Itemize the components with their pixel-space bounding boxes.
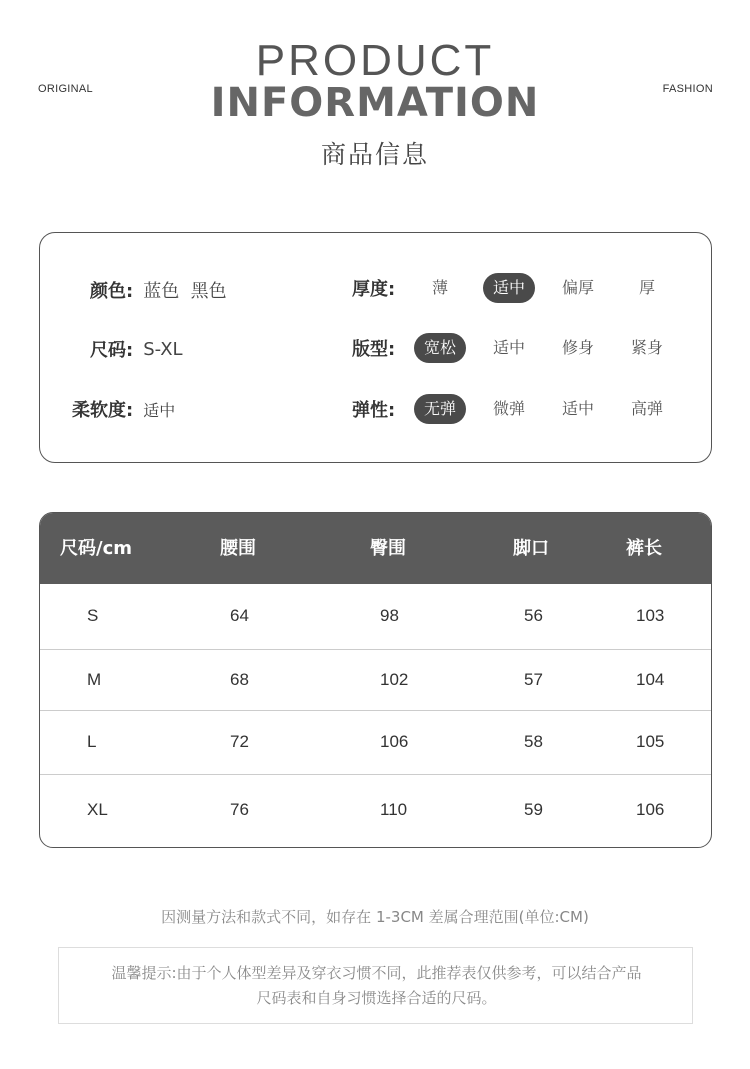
tip-text bbox=[59, 961, 694, 1011]
elasticity-option: 高弹 bbox=[630, 399, 663, 418]
table-cell: 98 bbox=[380, 606, 399, 625]
table-cell: 106 bbox=[636, 800, 665, 819]
corner-label-left: ORIGINAL bbox=[38, 83, 93, 95]
elasticity-option: 适中 bbox=[561, 399, 594, 418]
table-row bbox=[40, 650, 712, 711]
softness-label: 柔软度: bbox=[72, 400, 134, 421]
header-hem: 脚口 bbox=[513, 538, 549, 559]
table-cell: 103 bbox=[636, 606, 665, 625]
table-row bbox=[40, 584, 712, 650]
tip-line-1: 温馨提示:由于个人体型差异及穿衣习惯不同，此推荐表仅供参考，可以结合产品 bbox=[111, 964, 642, 982]
table-cell: 76 bbox=[230, 800, 249, 819]
elasticity-option: 无弹 bbox=[414, 394, 466, 424]
header-waist: 腰围 bbox=[220, 538, 256, 559]
table-cell: 110 bbox=[380, 800, 408, 819]
size-table bbox=[39, 512, 712, 848]
table-cell: 106 bbox=[380, 732, 409, 751]
header-hip: 臀围 bbox=[370, 538, 406, 559]
softness-row bbox=[72, 394, 175, 424]
header-length: 裤长 bbox=[626, 538, 662, 559]
thickness-row bbox=[352, 273, 395, 303]
color-label: 颜色: bbox=[90, 281, 134, 302]
table-cell: 104 bbox=[636, 669, 665, 689]
size-row bbox=[90, 334, 183, 364]
thickness-option: 适中 bbox=[483, 273, 535, 303]
fit-row bbox=[352, 333, 395, 363]
table-cell: M bbox=[87, 669, 102, 689]
table-cell: 58 bbox=[524, 732, 543, 751]
size-label: 尺码: bbox=[90, 340, 134, 361]
elasticity-row bbox=[352, 394, 395, 424]
thickness-label: 厚度: bbox=[352, 279, 396, 300]
table-cell: XL bbox=[87, 800, 108, 819]
thickness-option: 薄 bbox=[431, 278, 448, 297]
table-cell: 59 bbox=[524, 800, 543, 819]
table-header bbox=[40, 513, 712, 584]
title-product: PRODUCT bbox=[255, 36, 495, 85]
thickness-option: 偏厚 bbox=[561, 278, 594, 297]
table-cell: 56 bbox=[524, 606, 543, 625]
measurement-note: 因测量方法和款式不同，如存在 1-3CM 差属合理范围(单位:CM) bbox=[161, 908, 589, 926]
fit-option: 紧身 bbox=[630, 338, 663, 357]
title-chinese: 商品信息 bbox=[320, 140, 429, 169]
elasticity-label: 弹性: bbox=[352, 400, 396, 421]
corner-label-right: FASHION bbox=[662, 83, 713, 95]
size-value: S-XL bbox=[143, 338, 183, 360]
elasticity-option: 微弹 bbox=[492, 399, 525, 418]
softness-value: 适中 bbox=[143, 400, 176, 420]
fit-option: 宽松 bbox=[414, 333, 466, 363]
table-cell: 72 bbox=[230, 732, 249, 751]
table-cell: 102 bbox=[380, 669, 409, 689]
fit-option: 修身 bbox=[561, 338, 594, 357]
product-info-box bbox=[39, 232, 712, 463]
table-cell: 57 bbox=[524, 669, 543, 689]
table-cell: 68 bbox=[230, 669, 249, 689]
table-row bbox=[40, 775, 712, 847]
fit-label: 版型: bbox=[352, 339, 396, 360]
color-value: 蓝色 黑色 bbox=[143, 281, 227, 302]
fit-option: 适中 bbox=[492, 338, 525, 357]
table-cell: 64 bbox=[230, 606, 249, 625]
thickness-option: 厚 bbox=[638, 278, 655, 297]
title-information: INFORMATION bbox=[210, 80, 540, 126]
header-size: 尺码/cm bbox=[60, 538, 132, 559]
table-row bbox=[40, 711, 712, 775]
table-cell: 105 bbox=[636, 732, 665, 751]
tip-line-2: 尺码表和自身习惯选择合适的尺码。 bbox=[256, 989, 497, 1007]
table-cell: S bbox=[87, 606, 99, 625]
tip-box bbox=[58, 947, 693, 1024]
color-row bbox=[90, 275, 227, 305]
table-cell: L bbox=[87, 732, 97, 751]
